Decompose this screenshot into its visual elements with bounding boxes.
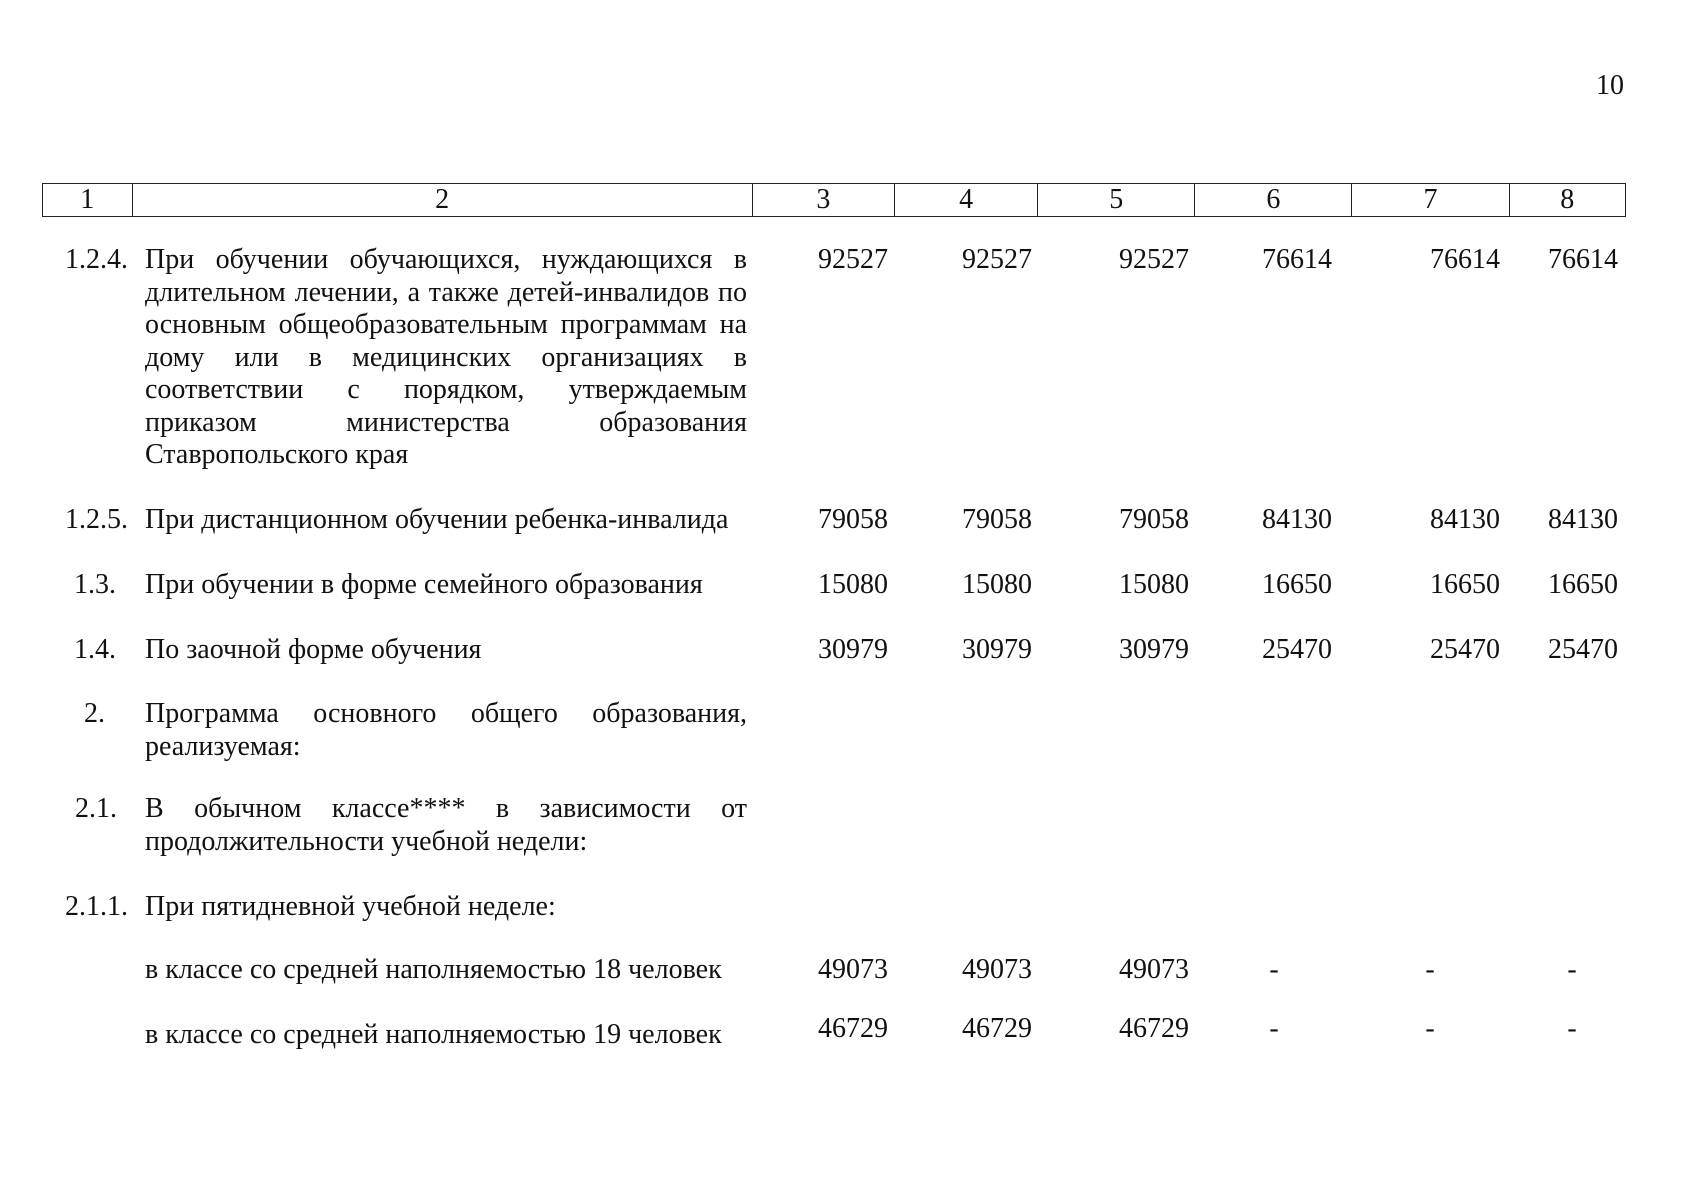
value-col-8: 16650	[1548, 569, 1618, 600]
value-col-4: 30979	[962, 634, 1032, 665]
row-number: 1.4.	[74, 634, 116, 665]
row-description: Программа основного общего образования, реализуемая:	[145, 698, 747, 762]
row-description: По заочной форме обучения	[145, 634, 482, 665]
value-col-8: 84130	[1548, 504, 1618, 535]
value-col-7: -	[1425, 1013, 1435, 1044]
value-col-5: 49073	[1119, 954, 1189, 985]
page-number: 10	[1596, 70, 1624, 101]
header-col-5: 5	[1038, 184, 1195, 217]
value-col-3: 30979	[818, 634, 888, 665]
value-col-8: 25470	[1548, 634, 1618, 665]
value-col-8: -	[1567, 954, 1577, 985]
header-col-7: 7	[1352, 184, 1509, 217]
value-col-7: 16650	[1430, 569, 1500, 600]
row-description: в классе со средней наполняемостью 19 человек	[145, 1019, 722, 1050]
value-col-4: 79058	[962, 504, 1032, 535]
row-number: 2.	[84, 698, 105, 729]
value-col-5: 15080	[1119, 569, 1189, 600]
header-col-2: 2	[132, 184, 752, 217]
value-col-6: 76614	[1262, 244, 1332, 275]
row-description: При обучении обучающихся, нуждающихся в длительном лечении, а также детей-инвалидов по основным общеобразовательным программам на дому или в медицинских организациях в соответствии с порядком, утверждаемым приказом министерства образования Ставропольского края	[145, 244, 747, 470]
value-col-7: 25470	[1430, 634, 1500, 665]
row-number: 1.3.	[74, 569, 116, 600]
row-number: 1.2.4.	[65, 244, 128, 275]
value-col-4: 49073	[962, 954, 1032, 985]
value-col-6: 25470	[1262, 634, 1332, 665]
row-number: 2.1.	[75, 793, 117, 824]
value-col-3: 79058	[818, 504, 888, 535]
row-description: в классе со средней наполняемостью 18 человек	[145, 954, 722, 985]
value-col-7: -	[1425, 954, 1435, 985]
value-col-5: 46729	[1119, 1013, 1189, 1044]
value-col-4: 92527	[962, 244, 1032, 275]
value-col-7: 84130	[1430, 504, 1500, 535]
value-col-6: -	[1269, 954, 1279, 985]
value-col-6: 84130	[1262, 504, 1332, 535]
value-col-6: 16650	[1262, 569, 1332, 600]
header-col-6: 6	[1195, 184, 1352, 217]
value-col-8: -	[1567, 1013, 1577, 1044]
header-col-1: 1	[43, 184, 133, 217]
value-col-3: 92527	[818, 244, 888, 275]
value-col-8: 76614	[1548, 244, 1618, 275]
row-description: При обучении в форме семейного образования	[145, 569, 703, 600]
value-col-5: 30979	[1119, 634, 1189, 665]
value-col-3: 49073	[818, 954, 888, 985]
row-description: При дистанционном обучении ребенка-инвалида	[145, 504, 729, 535]
row-number: 2.1.1.	[65, 891, 128, 922]
row-number: 1.2.5.	[65, 504, 128, 535]
value-col-4: 15080	[962, 569, 1032, 600]
row-description: При пятидневной учебной неделе:	[145, 891, 556, 922]
value-col-7: 76614	[1430, 244, 1500, 275]
row-description: В обычном классе**** в зависимости от продолжительности учебной недели:	[145, 793, 747, 857]
value-col-6: -	[1269, 1013, 1279, 1044]
value-col-5: 79058	[1119, 504, 1189, 535]
value-col-5: 92527	[1119, 244, 1189, 275]
value-col-3: 15080	[818, 569, 888, 600]
header-col-3: 3	[752, 184, 894, 217]
header-col-8: 8	[1509, 184, 1625, 217]
value-col-3: 46729	[818, 1013, 888, 1044]
value-col-4: 46729	[962, 1013, 1032, 1044]
column-number-header	[42, 183, 1626, 217]
header-col-4: 4	[895, 184, 1038, 217]
